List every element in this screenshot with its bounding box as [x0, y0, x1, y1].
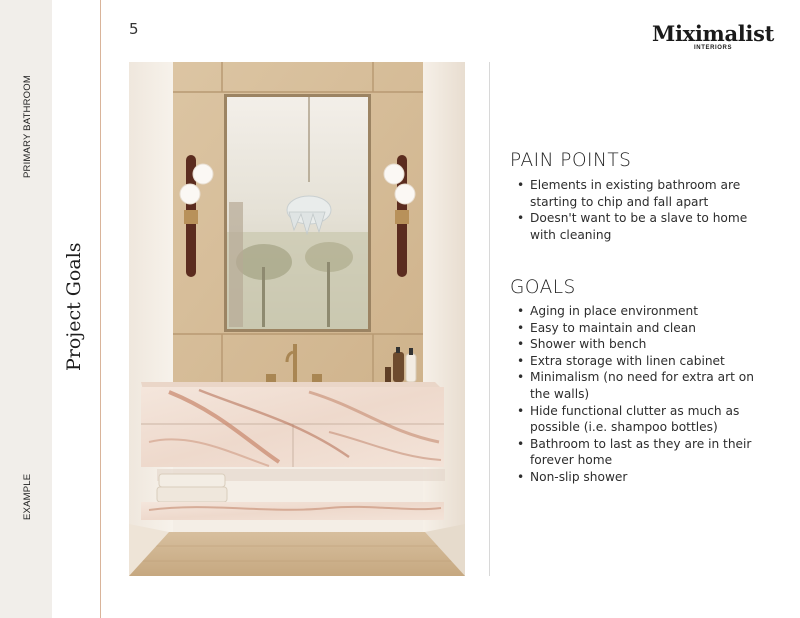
list-item: • Non-slip shower	[510, 469, 772, 486]
pain-points-list	[510, 177, 772, 243]
goals-list	[510, 303, 772, 486]
page-number: 5	[129, 20, 139, 38]
list-item: • Minimalism (no need for extra art on the walls)	[510, 369, 772, 402]
page-title: Project Goals	[63, 242, 85, 371]
list-item: • Hide functional clutter as much as possible (i.e. shampoo bottles)	[510, 403, 772, 436]
content-divider	[489, 62, 490, 576]
pain-points-heading: PAIN POINTS	[510, 150, 632, 171]
sidebar-section-label: PRIMARY BATHROOM	[22, 75, 33, 178]
logo-subtitle: INTERIORS	[694, 45, 733, 51]
list-item: • Bathroom to last as they are in their forever home	[510, 436, 772, 469]
list-item: • Aging in place environment	[510, 303, 772, 320]
accent-divider	[100, 0, 101, 618]
bathroom-vanity-photo	[129, 62, 465, 576]
sidebar	[0, 0, 52, 618]
brand-logo	[652, 21, 776, 51]
list-item: • Extra storage with linen cabinet	[510, 353, 772, 370]
sidebar-example-label: EXAMPLE	[22, 473, 33, 520]
logo-wordmark: Miximalist	[652, 21, 775, 46]
list-item: • Easy to maintain and clean	[510, 320, 772, 337]
list-item: • Elements in existing bathroom are starting to chip and fall apart	[510, 177, 772, 210]
list-item: • Shower with bench	[510, 336, 772, 353]
list-item: • Doesn't want to be a slave to home with cleaning	[510, 210, 772, 243]
goals-heading: GOALS	[510, 277, 576, 298]
